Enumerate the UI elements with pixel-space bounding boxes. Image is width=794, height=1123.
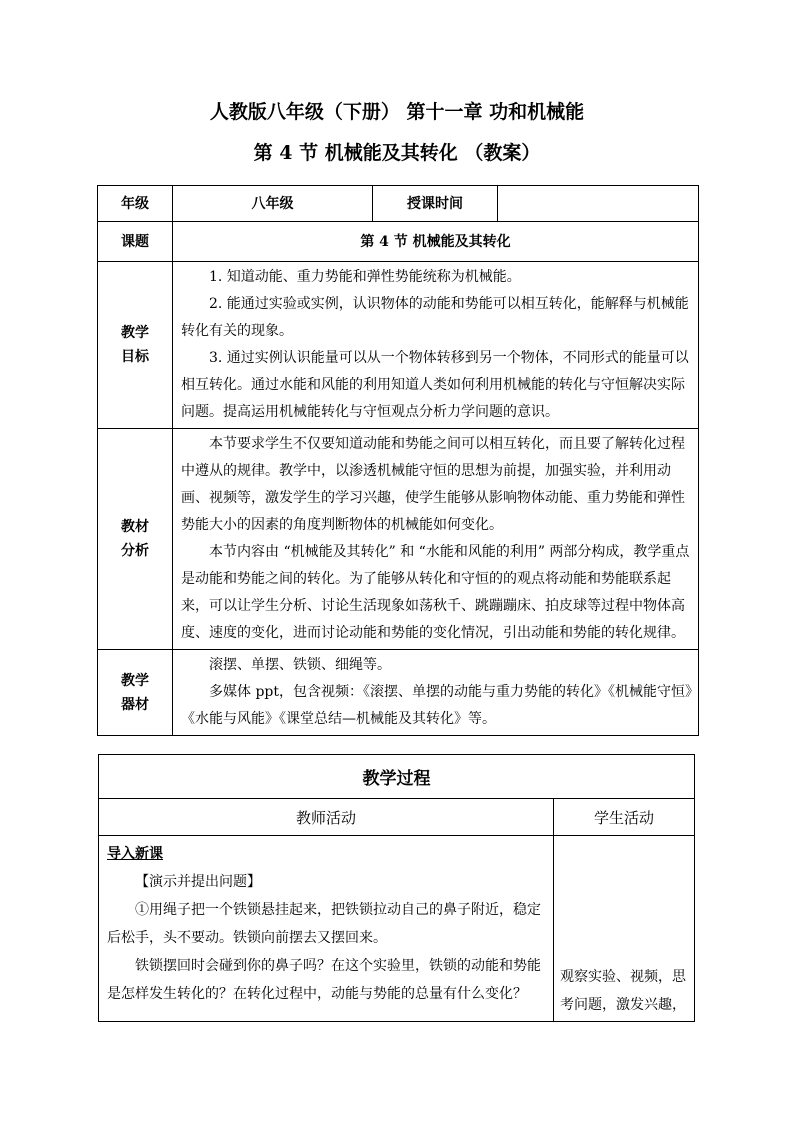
- topic-label: 课题: [98, 222, 173, 262]
- materials-paragraph: 滚摆、单摆、铁锁、细绳等。: [209, 657, 391, 673]
- teacher-paragraph: 铁锁摆回时会碰到你的鼻子吗？在这个实验里，铁锁的动能和势能是怎样发生转化的？在转化过程中，动能与势能的总量有什么变化？: [107, 958, 541, 1002]
- document-title: 人教版八年级（下册） 第十一章 功和机械能: [209, 101, 585, 123]
- lesson-info-table: [97, 185, 699, 736]
- objectives-row: [98, 262, 699, 429]
- process-content-row: [99, 836, 695, 1022]
- objective-item: 3. 通过实例认识能量可以从一个物体转移到另一个物体，不同形式的能量可以相互转化。通过水能和风能的利用知道人类如何利用机械能的转化与守恒解决实际问题。提高运用机械能转化与守恒观点分析力学问题的意识。: [181, 350, 689, 420]
- materials-row: [98, 650, 699, 736]
- teaching-process-table: [98, 754, 695, 1022]
- objectives-label: 教学 目标: [98, 262, 173, 429]
- student-activity-cell: [554, 836, 695, 1022]
- process-title: 教学过程: [99, 755, 695, 799]
- materials-content: [173, 650, 699, 736]
- grade-value: 八年级: [173, 186, 373, 222]
- student-activity-header: 学生活动: [554, 799, 695, 836]
- topic-row: [98, 222, 699, 262]
- grade-row: [98, 186, 699, 222]
- objective-item: 2. 能通过实验或实例，认识物体的动能和势能可以相互转化，能解释与机械能转化有关的现象。: [181, 296, 689, 339]
- time-value: [498, 186, 699, 222]
- objectives-content: [173, 262, 699, 429]
- analysis-row: [98, 429, 699, 650]
- teacher-paragraph: ①用绳子把一个铁锁悬挂起来，把铁锁拉动自己的鼻子附近，稳定后松手，头不要动。铁锁向前摆去又摆回来。: [107, 902, 541, 946]
- analysis-content: [173, 429, 699, 650]
- teacher-activity-header: 教师活动: [99, 799, 554, 836]
- time-label: 授课时间: [373, 186, 498, 222]
- materials-paragraph: 多媒体 ppt，包含视频：《滚摆、单摆的动能与重力势能的转化》《机械能守恒》《水能与风能》《课堂总结—机械能及其转化》等。: [181, 684, 692, 727]
- analysis-label: 教材 分析: [98, 429, 173, 650]
- analysis-paragraph: 本节内容由 “机械能及其转化” 和 “水能和风能的利用” 两部分构成，教学重点是动能和势能之间的转化。为了能够从转化和守恒的的观点将动能和势能联系起来，可以让学生分析、讨论生活现象如荡秋千、跳蹦蹦床、拍皮球等过程中物体高度、速度的变化，进而讨论动能和势能的变化情况，引出动能和势能的转化规律。: [181, 544, 690, 641]
- topic-value: 第 4 节 机械能及其转化: [173, 222, 699, 262]
- process-header-row: [99, 799, 695, 836]
- materials-label: 教学 器材: [98, 650, 173, 736]
- demo-label: 【演示并提出问题】: [135, 874, 261, 890]
- teacher-activity-cell: [99, 836, 554, 1022]
- objective-item: 1. 知道动能、重力势能和弹性势能统称为机械能。: [209, 269, 521, 285]
- document-subtitle: 第 4 节 机械能及其转化 （教案）: [253, 142, 541, 164]
- section-title: 导入新课: [107, 846, 163, 862]
- analysis-paragraph: 本节要求学生不仅要知道动能和势能之间可以相互转化，而且要了解转化过程中遵从的规律。教学中，以渗透机械能守恒的思想为前提，加强实验，并利用动画、视频等，激发学生的学习兴趣，使学生能够从影响物体动能、重力势能和弹性势能大小的因素的角度判断物体的机械能如何变化。: [181, 436, 685, 533]
- grade-label: 年级: [98, 186, 173, 222]
- process-title-row: [99, 755, 695, 799]
- student-activity-text: 观察实验、视频，思考问题，激发兴趣，: [560, 969, 686, 1013]
